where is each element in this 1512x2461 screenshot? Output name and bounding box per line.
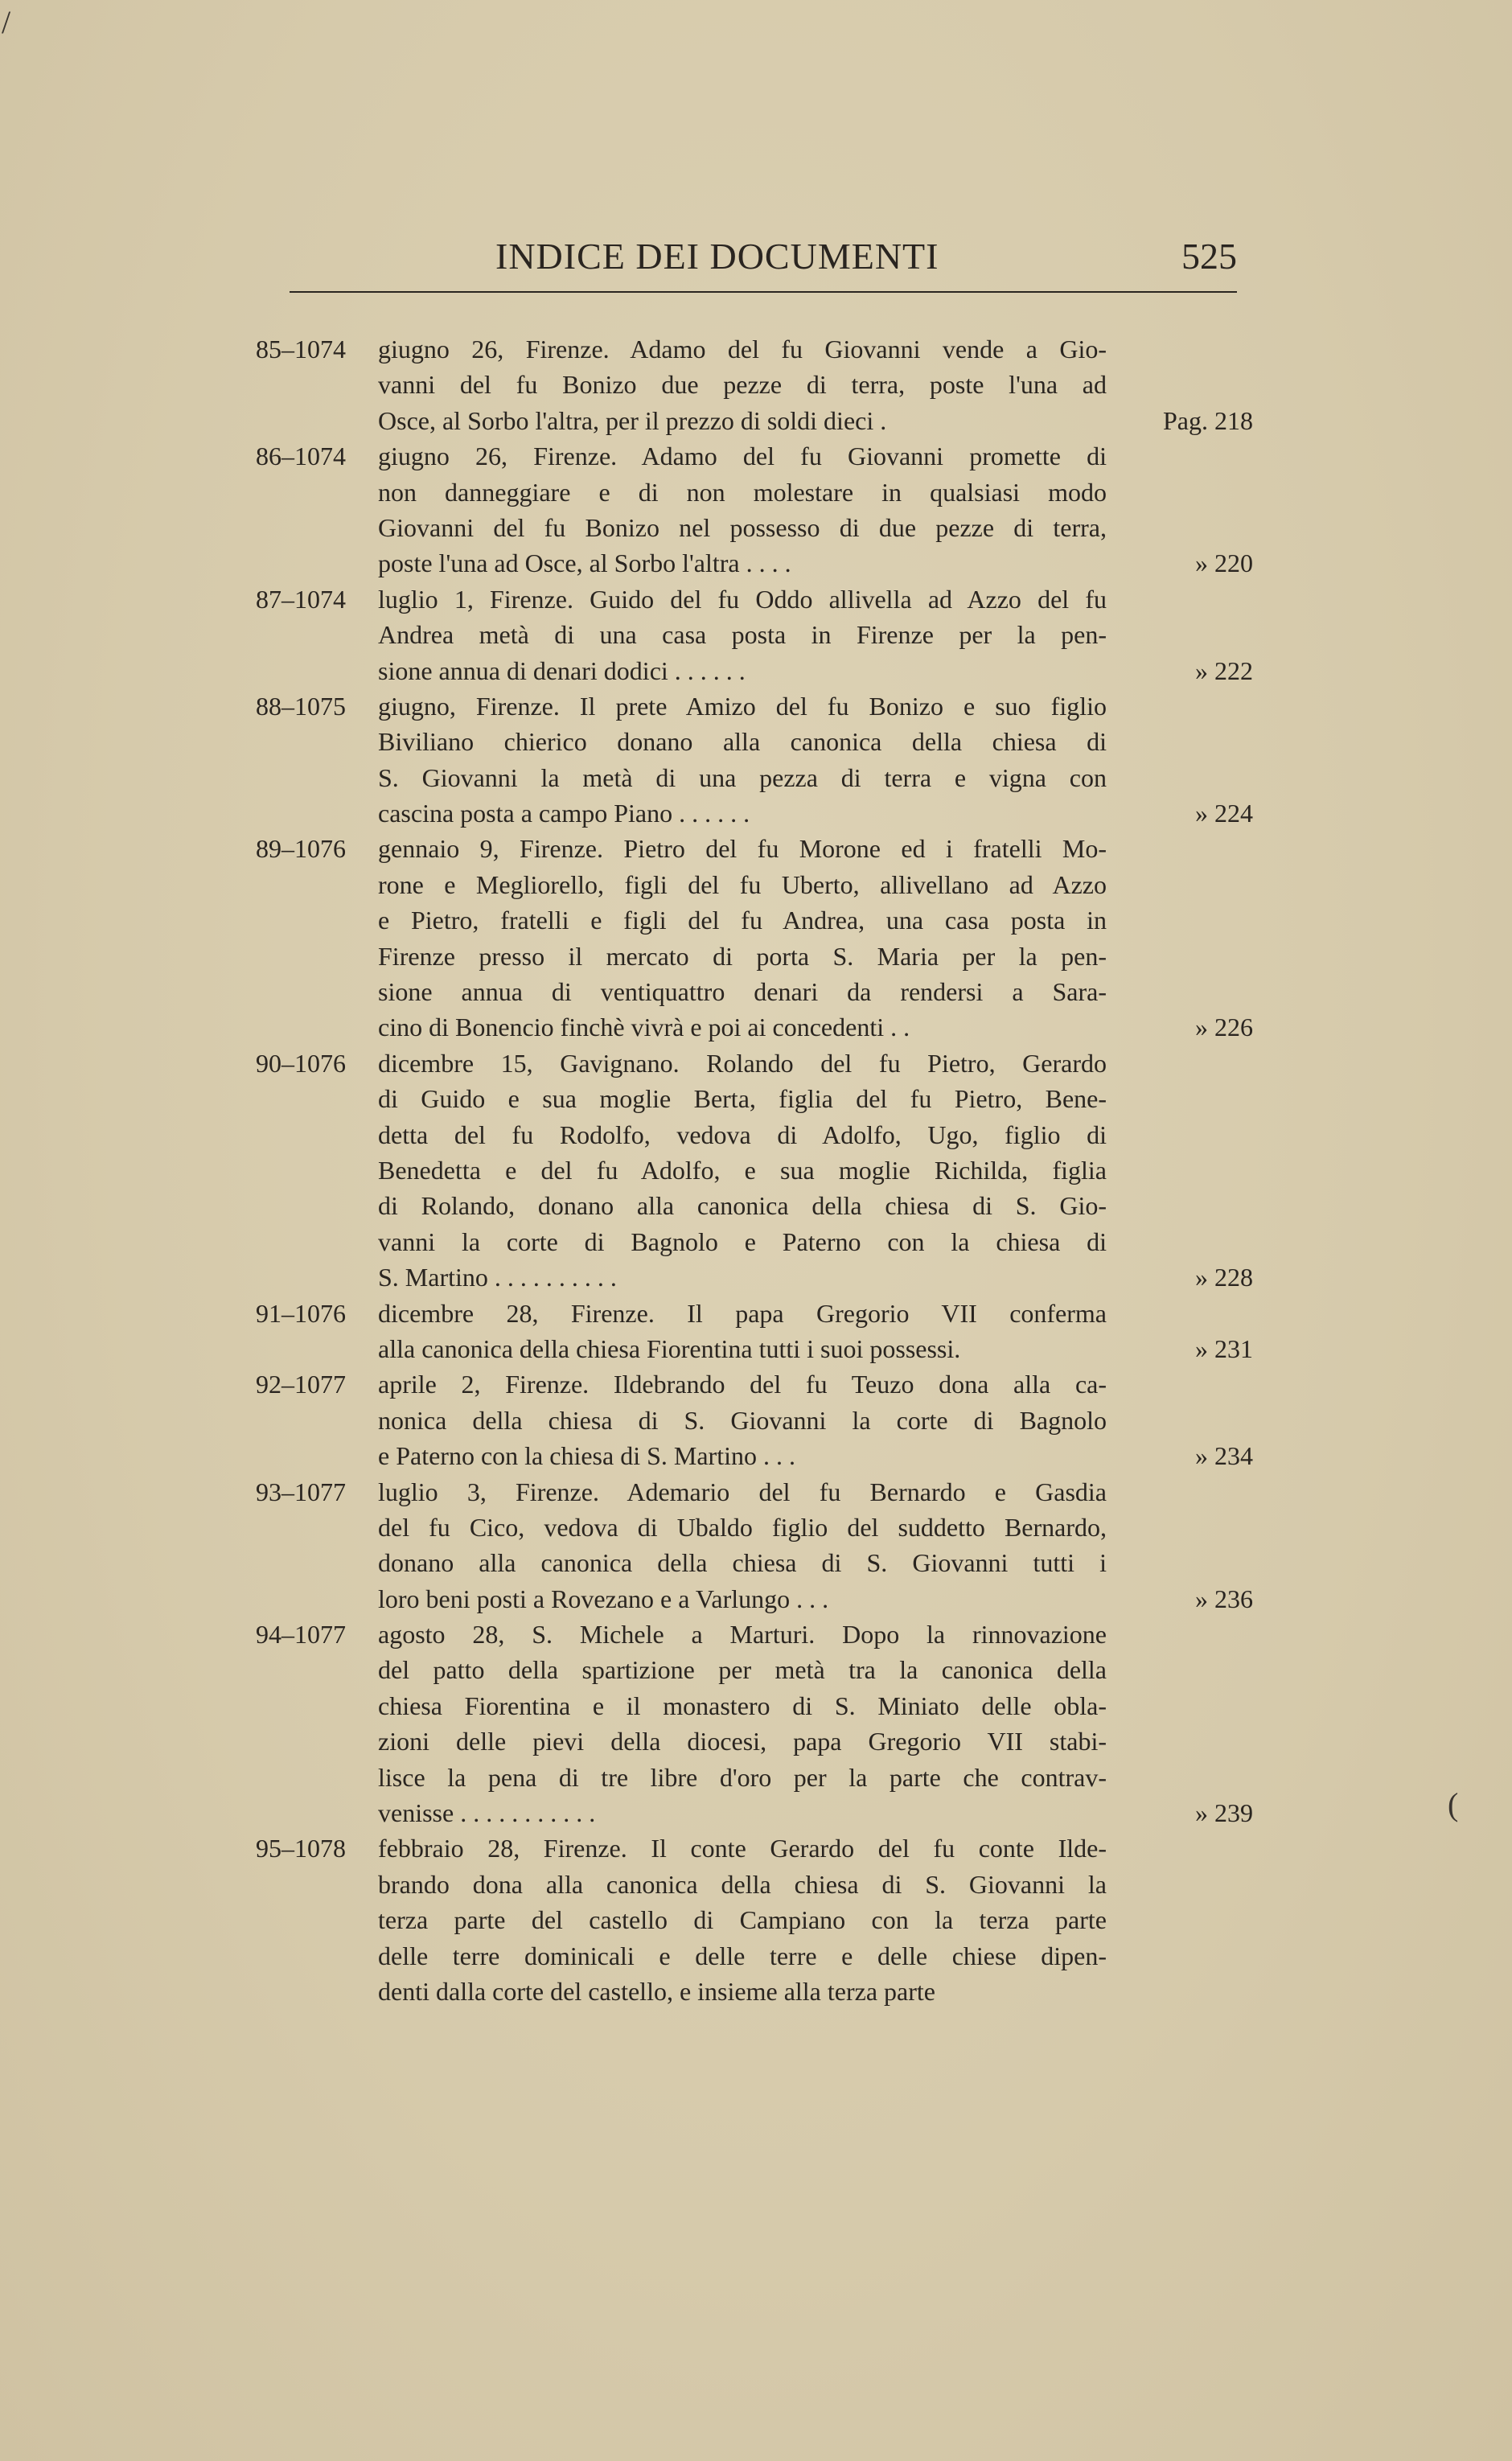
entry-line [256,867,1253,902]
entry-text: S. Martino . . . . . . . . . . [378,1263,617,1292]
entry-number: 86–1074 [256,442,346,471]
entry-number: 85–1074 [256,335,346,364]
entry-text: gennaio 9, Firenze. Pietro del fu Morone ed i fratelli Mo- [378,834,1107,864]
page-reference: » 236 [1195,1584,1253,1613]
entry-line [256,1724,1253,1759]
entry-line [256,1474,1253,1510]
entry-text: vanni la corte di Bagnolo e Paterno con la chiesa di [378,1226,1107,1256]
entry-text: del patto della spartizione per metà tra la canonica della [378,1655,1107,1685]
entry-text: Benedetta e del fu Adolfo, e sua moglie Richilda, figlia [378,1155,1107,1185]
entry-text: sione annua di ventiquattro denari da rendersi a Sara- [378,977,1107,1007]
entry-text: aprile 2, Firenze. Ildebrando del fu Teuzo dona alla ca- [378,1370,1107,1399]
entry-text: terza parte del castello di Campiano con la terza parte [378,1905,1107,1935]
entry-line [256,1117,1253,1152]
entry-line [256,1902,1253,1937]
entry-line [256,902,1253,938]
entry-text: chiesa Fiorentina e il monastero di S. Miniato delle obla- [378,1691,1107,1720]
entry-line [256,1259,1253,1295]
page-number: 525 [1181,236,1237,277]
entry-line [256,939,1253,974]
entry-line [256,1581,1253,1617]
entry-text: febbraio 28, Firenze. Il conte Gerardo del fu conte Ilde- [378,1834,1107,1863]
entry-line [256,510,1253,545]
entry-text: cascina posta a campo Piano . . . . . . [378,799,750,828]
entry-line [256,475,1253,510]
entry-text: zioni delle pievi della diocesi, papa Gregorio VII stabi- [378,1727,1107,1756]
entry-line [256,1830,1253,1866]
page-title: INDICE DEI DOCUMENTI [495,236,939,277]
entry-line [256,1760,1253,1795]
entry-number: 91–1076 [256,1298,346,1328]
entry-line [256,1081,1253,1116]
entry-text: e Pietro, fratelli e figli del fu Andrea, una casa posta in [378,906,1107,935]
index-entry [256,1046,1253,1296]
entry-line [256,1974,1253,2009]
entry-line [256,1688,1253,1724]
entry-text: vanni del fu Bonizo due pezze di terra, poste l'una ad [378,370,1107,400]
entry-text: alla canonica della chiesa Fiorentina tutti i suoi possessi. [378,1333,961,1363]
entry-line [256,831,1253,866]
entry-line [256,1296,1253,1331]
entry-line [256,688,1253,724]
entry-text: cino di Bonencio finchè vivrà e poi ai concedenti . . [378,1013,910,1042]
page-reference: » 228 [1195,1263,1253,1292]
entry-text: luglio 1, Firenze. Guido del fu Oddo allivella ad Azzo del fu [378,584,1107,614]
entry-text: Andrea metà di una casa posta in Firenze per la pen- [378,620,1107,650]
entry-text: del fu Cico, vedova di Ubaldo figlio del suddetto Bernardo, [378,1512,1107,1542]
entry-text: di Guido e sua moglie Berta, figlia del fu Pietro, Bene- [378,1084,1107,1114]
entry-text: giugno, Firenze. Il prete Amizo del fu Bonizo e suo figlio [378,691,1107,721]
entry-line [256,367,1253,402]
entry-line [256,1403,1253,1438]
entry-line [256,653,1253,688]
entry-line [256,617,1253,652]
entry-number: 93–1077 [256,1477,346,1506]
entry-text: e Paterno con la chiesa di S. Martino . . . [378,1441,795,1471]
index-entry [256,831,1253,1045]
page-reference: » 226 [1195,1013,1253,1042]
entry-line [256,724,1253,759]
entry-text: S. Giovanni la metà di una pezza di terra e vigna con [378,762,1107,792]
entry-text: dicembre 15, Gavignano. Rolando del fu Pietro, Gerardo [378,1048,1107,1078]
entry-text: Giovanni del fu Bonizo nel possesso di due pezze di terra, [378,512,1107,542]
entry-text: dicembre 28, Firenze. Il papa Gregorio VII conferma [378,1298,1107,1328]
entry-line [256,1152,1253,1188]
index-entry [256,331,1253,438]
entry-line [256,1795,1253,1830]
entry-number: 95–1078 [256,1834,346,1863]
page-reference: Pag. 218 [1163,405,1253,435]
entry-text: Osce, al Sorbo l'altra, per il prezzo di soldi dieci . [378,405,887,435]
page-reference: » 239 [1195,1798,1253,1828]
entry-line [256,1545,1253,1580]
entry-line [256,403,1253,438]
index-entry [256,1366,1253,1473]
entry-text: agosto 28, S. Michele a Marturi. Dopo la rinnovazione [378,1620,1107,1650]
entry-line [256,1331,1253,1366]
page-reference: » 222 [1195,655,1253,685]
index-entry [256,581,1253,688]
header-rule [290,291,1237,293]
entry-number: 92–1077 [256,1370,346,1399]
entry-text: lisce la pena di tre libre d'oro per la parte che contrav- [378,1762,1107,1792]
page-reference: » 234 [1195,1441,1253,1471]
entry-line [256,331,1253,367]
entry-text: donano alla canonica della chiesa di S. Giovanni tutti i [378,1548,1107,1578]
entry-line [256,581,1253,617]
entry-text: denti dalla corte del castello, e insieme alla terza parte [378,1976,935,2006]
page-header [290,235,1237,291]
entry-line [256,1867,1253,1902]
entry-number: 94–1077 [256,1620,346,1650]
entry-line [256,545,1253,581]
entry-text: non danneggiare e di non molestare in qualsiasi modo [378,477,1107,507]
entry-text: di Rolando, donano alla canonica della chiesa di S. Gio- [378,1191,1107,1221]
entry-line [256,1224,1253,1259]
entry-line [256,1652,1253,1687]
entry-text: sione annua di denari dodici . . . . . . [378,655,746,685]
index-entry [256,688,1253,832]
index-entry [256,1474,1253,1617]
page-reference: » 220 [1195,548,1253,578]
index-entry [256,1830,1253,2009]
entry-text: luglio 3, Firenze. Ademario del fu Bernardo e Gasdia [378,1477,1107,1506]
entry-text: nonica della chiesa di S. Giovanni la corte di Bagnolo [378,1405,1107,1435]
entry-text: poste l'una ad Osce, al Sorbo l'altra . . . . [378,548,791,578]
entry-line [256,1009,1253,1045]
entry-number: 88–1075 [256,691,346,721]
entry-text: giugno 26, Firenze. Adamo del fu Giovanni promette di [378,442,1107,471]
document-index-list [256,331,1253,2009]
entry-line [256,1938,1253,1974]
entry-text: loro beni posti a Rovezano e a Varlungo . . . [378,1584,829,1613]
entry-text: rone e Megliorello, figli del fu Uberto, allivellano ad Azzo [378,869,1107,899]
index-entry [256,438,1253,581]
entry-line [256,1366,1253,1402]
entry-line [256,974,1253,1009]
entry-line [256,760,1253,795]
entry-text: delle terre dominicali e delle terre e delle chiese dipen- [378,1941,1107,1970]
entry-text: Biviliano chierico donano alla canonica della chiesa di [378,727,1107,757]
entry-text: detta del fu Rodolfo, vedova di Adolfo, Ugo, figlio di [378,1120,1107,1149]
entry-text: Firenze presso il mercato di porta S. Maria per la pen- [378,941,1107,971]
entry-number: 89–1076 [256,834,346,864]
index-entry [256,1296,1253,1367]
page-reference: » 224 [1195,799,1253,828]
entry-line [256,438,1253,474]
entry-line [256,1046,1253,1081]
entry-text: brando dona alla canonica della chiesa di S. Giovanni la [378,1869,1107,1899]
entry-line [256,1438,1253,1473]
entry-line [256,795,1253,831]
entry-text: giugno 26, Firenze. Adamo del fu Giovanni vende a Gio- [378,335,1107,364]
entry-text: venisse . . . . . . . . . . . [378,1798,596,1828]
page-reference: » 231 [1195,1333,1253,1363]
index-entry [256,1617,1253,1830]
entry-line [256,1617,1253,1652]
margin-mark-left: / [2,4,11,40]
entry-number: 90–1076 [256,1048,346,1078]
entry-line [256,1188,1253,1223]
entry-line [256,1510,1253,1545]
margin-mark-right: ( [1448,1786,1459,1822]
entry-number: 87–1074 [256,584,346,614]
